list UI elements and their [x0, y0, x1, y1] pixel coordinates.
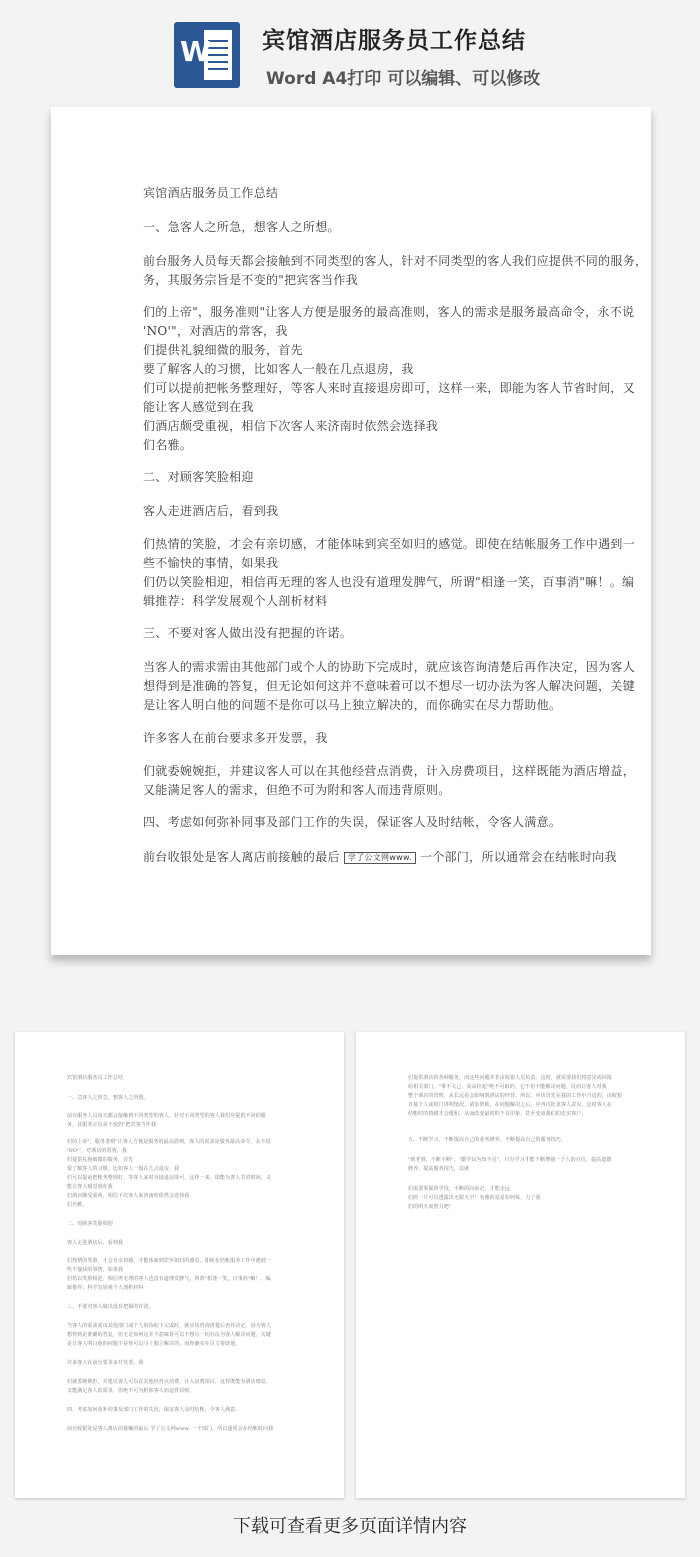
document-paragraph-line: 们就委婉婉拒，并建议客人可以在其他经营点消费，计入房费项目，这样既能为酒店增益， — [67, 1379, 272, 1385]
document-paragraph-line: 务，其服务宗旨是不变的"把宾客当作我 — [143, 273, 358, 287]
document-paragraph-line: 是让客人明白他的问题不是你可以马上独立解决的，而你确实在尽力帮助他。 — [67, 1341, 241, 1347]
document-paragraph-line: 要了解客人的习惯，比如客人一般在几点退房，我 — [143, 362, 414, 376]
document-paragraph-line: 二、对顾客笑脸相迎 — [67, 1221, 113, 1227]
document-paragraph-line: 当客人的需求需由其他部门或个人的协助下完成时，就应该咨询清楚后再作决定，因为客人 — [143, 660, 636, 674]
last-line-end: 一个部门，所以通常会在结帐时向我 — [419, 850, 617, 864]
last-line-start: 前台收银处是客人离店前接触的最后 — [143, 850, 340, 864]
document-paragraph-line: 想得到是准确的答复，但无论如何这并不意味着可以不想尽一切办法为客人解决问题，关键 — [143, 679, 636, 693]
document-paragraph-line: 辑推荐：科学发展观个人剖析材料 — [67, 1285, 144, 1291]
document-paragraph-line: 一、急客人之所急，想客人之所想。 — [143, 220, 340, 234]
document-paragraph-line: 们提供酒店的各种服务，而这些问题并非由收银人员负责。这时，就需要我们将意见或回报 — [408, 1075, 613, 1081]
watermark-stamp: 学了公文网www. — [344, 852, 416, 864]
document-paragraph-line: 三、不要对客人做出没有把握的许诺。 — [143, 626, 353, 640]
document-paragraph-line: 辑推荐：科学发展观个人剖析材料 — [143, 594, 328, 608]
document-paragraph-line: 们的上帝"，服务准则"让客人方便是服务的最高准则，客人的需求是服务最高命令，永不说 — [67, 1139, 271, 1145]
document-paragraph-line: 能让客人感觉到在我 — [67, 1184, 113, 1190]
document-title: 宾馆酒店服务员工作总结 — [262, 28, 526, 54]
document-page-preview — [51, 107, 651, 955]
document-paragraph-line: 整个酒店的管理，从长远看会影响到酒店的经营。所以，应该首先在我的工作中合适的，由收银 — [408, 1093, 623, 1099]
document-paragraph-line: 客人走进酒店后，看到我 — [67, 1240, 124, 1246]
document-paragraph-line: 四、考虑如何弥补同事及部门工作的失误，保证客人及时结帐，令客人满意。 — [67, 1407, 241, 1413]
document-paragraph-line: 些不愉快的事情，如果我 — [67, 1267, 124, 1273]
word-icon-letter: W — [180, 35, 211, 68]
document-paragraph-line: 修养，提高服务技巧，以就 — [408, 1166, 470, 1172]
document-paragraph-line: 结帐时的情绪才会缓和，从而改变最初的不良印象，甚至变成我们的忠实客户。 — [408, 1111, 587, 1117]
document-paragraph-line — [143, 848, 617, 865]
document-paragraph-line: 前台收银处是客人离店前接触的最后 学了公文网www. 一个部门，所以通常会在结帐时向我 — [67, 1426, 274, 1432]
document-paragraph-line: 们酒店颇受重视，相信下次客人来济南时依然会选择我 — [143, 419, 439, 433]
page-thumbnail-1[interactable] — [15, 1032, 344, 1498]
document-paragraph-line: 客人走进酒店后，看到我 — [143, 504, 279, 518]
document-paragraph-line: 是让客人明白他的问题不是你可以马上独立解决的，而你确实在尽力帮助他。 — [143, 698, 562, 712]
document-paragraph-line: 们热情的笑脸，才会有亲切感，才能体味到宾至如归的感觉。即使在结帐服务工作中遇到一 — [67, 1258, 272, 1264]
document-paragraph-line: 又能满足客人的需求，但绝不可为附和客人而违背原则。 — [67, 1388, 195, 1394]
document-subtitle: Word A4打印 可以编辑、可以修改 — [266, 69, 541, 89]
document-paragraph-line: 些不愉快的事情，如果我 — [143, 556, 279, 570]
document-paragraph-line: 一、急客人之所急，想客人之所想。 — [67, 1095, 149, 1101]
document-paragraph-line: 许多客人在前台要求多开发票，我 — [143, 731, 328, 745]
document-paragraph-line: 们热情的笑脸，才会有亲切感，才能体味到宾至如归的感觉。即使在结帐服务工作中遇到一 — [143, 537, 636, 551]
document-paragraph-line: "到老到，不断不断"，"勤学以为知不足"，只有学习才能不断增强一个人的自信，提高道德 — [408, 1157, 612, 1163]
document-paragraph-line: 前台服务人员每天都会接触到不同类型的客人，针对不同类型的客人我们应提供不同的服务， — [143, 254, 648, 268]
document-paragraph-line: 又能满足客人的需求，但绝不可为附和客人而违背原则。 — [143, 783, 451, 797]
page-thumbnail-2[interactable] — [356, 1032, 685, 1498]
document-paragraph-line: 们酒店颇受重视，相信下次客人来济南时依然会选择我 — [67, 1193, 190, 1199]
document-paragraph-line: 许多客人在前台要求多开发票，我 — [67, 1360, 144, 1366]
document-paragraph-line: 们的明天而努力吧！ — [408, 1204, 454, 1210]
document-paragraph-line: 要了解客人的习惯，比如客人一般在几点退房，我 — [67, 1166, 180, 1172]
document-paragraph-line: 当客人的需求需由其他部门或个人的协助下完成时，就应该咨询清楚后再作决定，因为客人 — [67, 1323, 272, 1329]
document-paragraph-line: 们名雅。 — [67, 1202, 88, 1208]
document-paragraph-line: 宾馆酒店服务员工作总结 — [67, 1075, 124, 1081]
document-paragraph-line: 们需要掌握的学技，不断的向前走，才能走远 — [408, 1186, 511, 1192]
document-paragraph-line: 们可以提前把帐务整理好，等客人来时直接退房即可，这样一来，即能为客人节省时间，又 — [143, 381, 636, 395]
document-paragraph-line: 宾馆酒店服务员工作总结 — [143, 186, 279, 200]
document-paragraph-line: 想得到是准确的答复，但无论如何这并不意味着可以不想尽一切办法为客人解决问题，关键 — [67, 1332, 272, 1338]
document-paragraph-line: 直接个人或相门讲明情况，请求帮助。在问题解决之后，应再次征求客人意见，这时客人在 — [408, 1102, 613, 1108]
document-paragraph-line: 们的上帝"，服务准则"让客人方便是服务的最高准则，客人的需求是服务最高命令，永不说 — [143, 305, 635, 319]
document-paragraph-line: 们可以提前把帐务整理好，等客人来时直接退房即可，这样一来，即能为客人节省时间，又 — [67, 1175, 272, 1181]
document-paragraph-line: 能让客人感觉到在我 — [143, 400, 254, 414]
document-paragraph-line: 们名雅。 — [143, 438, 193, 452]
document-paragraph-line: 四、考虑如何弥补同事及部门工作的失误，保证客人及时结帐，令客人满意。 — [143, 815, 562, 829]
document-paragraph-line: 们的一片可以透露出无限天空！名雅的星星如何每，力了我 — [408, 1195, 541, 1201]
document-paragraph-line: 'NO'"，对酒店的常客，我 — [67, 1148, 127, 1154]
document-paragraph-line: 给相关部门。"事不关己，高高挂起"绝不可取的，它不但不能解决问题，反而让客人对我 — [408, 1084, 607, 1090]
document-paragraph-line: 们仍以笑脸相迎，相信再无理的客人也没有道理发脾气，所谓"相逢一笑，百事消"嘛！。编 — [143, 575, 635, 589]
document-paragraph-line: 'NO'"，对酒店的常客，我 — [143, 324, 288, 338]
document-paragraph-line: 五、不断学习，不断提高自己的业务修养，不断提高自己的服务技巧。 — [408, 1137, 567, 1143]
word-document-icon — [174, 22, 240, 88]
document-paragraph-line: 们仍以笑脸相迎，相信再无理的客人也没有道理发脾气，所谓"相逢一笑，百事消"嘛！。编 — [67, 1276, 271, 1282]
document-paragraph-line: 二、对顾客笑脸相迎 — [143, 470, 254, 484]
document-paragraph-line: 前台服务人员每天都会接触到不同类型的客人，针对不同类型的客人我们应提供不同的服 — [67, 1113, 266, 1119]
download-more-link[interactable]: 下载可查看更多页面详情内容 — [233, 1516, 467, 1537]
banner-header — [0, 0, 700, 100]
document-paragraph-line: 们提供礼貌细微的服务，首先 — [67, 1157, 134, 1163]
document-paragraph-line: 务，其服务宗旨是不变的"把宾客当作我 — [67, 1122, 157, 1128]
document-paragraph-line: 们就委婉婉拒，并建议客人可以在其他经营点消费，计入房费项目，这样既能为酒店增益， — [143, 764, 636, 778]
document-paragraph-line: 三、不要对客人做出没有把握的许诺。 — [67, 1304, 154, 1310]
document-paragraph-line: 们提供礼貌细微的服务，首先 — [143, 343, 303, 357]
